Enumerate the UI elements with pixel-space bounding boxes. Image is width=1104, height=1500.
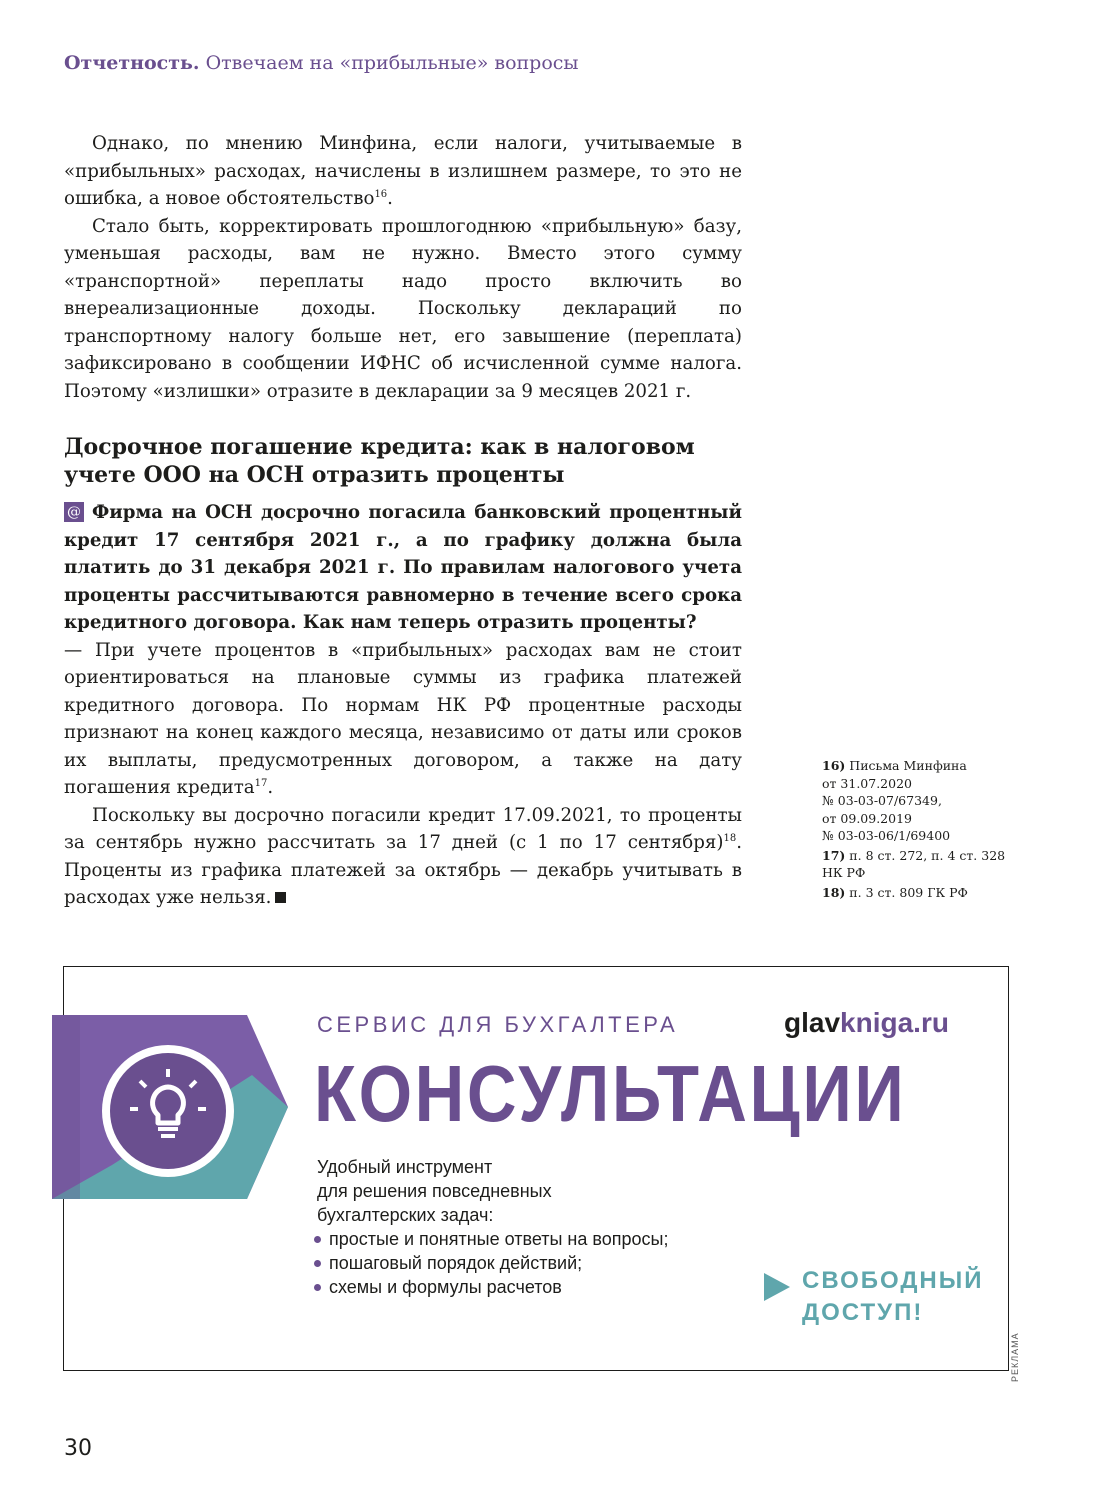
- footnote-ref-17[interactable]: 17: [254, 778, 268, 789]
- running-header: [64, 52, 579, 74]
- paragraph-3: Поскольку вы досрочно погасили кредит 17.09.2021, то проценты за сентябрь нужно рассчитать за 17 дней (с 1 по 17 сентября)$^{18}$. Проценты из графика платежей за октябрь — декабрь учитывать в расходах уже нельзя.: [64, 804, 742, 908]
- page-number: 30: [64, 1436, 92, 1461]
- ad-service-label: СЕРВИС ДЛЯ БУХГАЛТЕРА: [317, 1012, 679, 1037]
- section-heading: Досрочное погашение кредита: как в налоговом учете ООО на ОСН отразить проценты: [64, 434, 695, 488]
- footnote-16: 16) Письма Минфина от 31.07.2020 № 03-03-07/67349, от 09.09.2019 № 03-03-06/1/69400: [822, 758, 967, 843]
- play-arrow-icon: [764, 1273, 790, 1301]
- free-access-cta[interactable]: СВОБОДНЫЙ ДОСТУП!: [764, 1265, 984, 1329]
- at-icon: @: [64, 502, 84, 522]
- ad-label: РЕКЛАМА: [1010, 1332, 1020, 1382]
- answer-paragraph: — При учете процентов в «прибыльных» расходах вам не стоит ориентироваться на плановые суммы из графика платежей кредитного договора. По нормам НК РФ процентные расходы признают на конец каждого месяца, независимо от даты или сроков их выплаты, предусмотренных договором, а также на дату погашения кредита$^{17}$.: [64, 639, 742, 798]
- list-item: простые и понятные ответы на вопросы;: [317, 1227, 677, 1251]
- ad-site-link[interactable]: glavkniga.ru: [784, 1007, 949, 1038]
- footnote-ref-18[interactable]: 18: [723, 833, 737, 844]
- footnote-ref-16[interactable]: 16: [374, 189, 388, 200]
- ad-title: КОНСУЛЬТАЦИИ: [314, 1049, 907, 1138]
- header-title: Отвечаем на «прибыльные» вопросы: [205, 52, 579, 74]
- ad-description: Удобный инструмент для решения повседневных бухгалтерских задач: простые и понятные ответы на вопросы; пошаговый порядок действий; схемы и формулы расчетов: [317, 1155, 677, 1299]
- paragraph-1: Однако, по мнению Минфина, если налоги, учитываемые в «прибыльных» расходах, начислены в излишнем размере, то это не ошибка, а новое обстоятельство$^{16}$.: [64, 133, 742, 209]
- advertisement-banner[interactable]: [63, 966, 1009, 1371]
- list-item: пошаговый порядок действий;: [317, 1251, 677, 1275]
- lightbulb-badge-icon: [52, 1015, 292, 1199]
- ad-feature-list: [317, 1227, 677, 1299]
- footnote-17: 17) п. 8 ст. 272, п. 4 ст. 328 НК РФ: [822, 847, 1006, 880]
- footnote-18: 18) п. 3 ст. 809 ГК РФ: [822, 884, 968, 900]
- footnotes: [822, 757, 1022, 903]
- list-item: схемы и формулы расчетов: [317, 1275, 677, 1299]
- paragraph-2: Стало быть, корректировать прошлогоднюю «прибыльную» базу, уменьшая расходы, вам не нужно. Вместо этого сумму «транспортной» переплаты надо просто включить во внереализационные доходы. Поскольку деклараций по транспортному налогу больше нет, его завышение (переплата) зафиксировано в сообщении ИФНС об исчисленной сумме налога. Поэтому «излишки» отразите в декларации за 9 месяцев 2021 г.: [64, 215, 742, 402]
- article-column: [64, 130, 742, 912]
- question-paragraph: @ Фирма на ОСН досрочно погасила банковский процентный кредит 17 сентября 2021 г., а по графику должна была платить до 31 декабря 2021 г. По правилам налогового учета проценты рассчитываются равномерно в течение всего срока кредитного договора. Как нам теперь отразить проценты?: [64, 502, 742, 633]
- end-of-article-mark: [275, 892, 286, 903]
- header-section: Отчетность.: [64, 52, 200, 74]
